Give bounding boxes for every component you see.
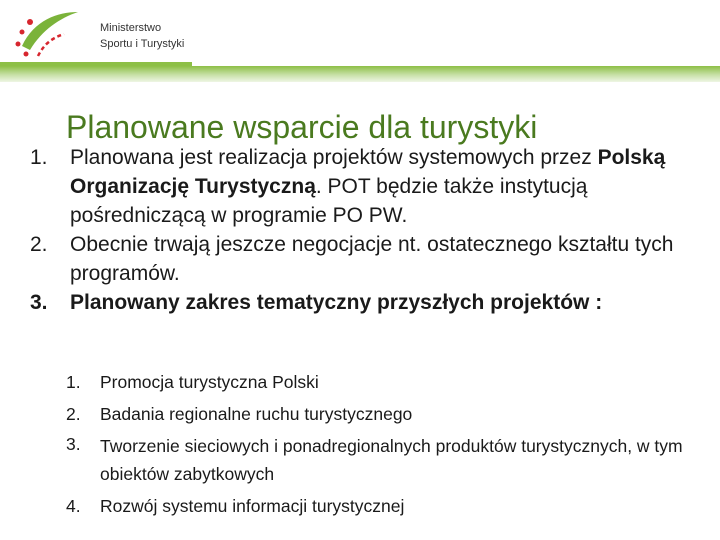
slide-title: Planowane wsparcie dla turystyki bbox=[66, 109, 538, 146]
list-number: 2. bbox=[66, 404, 81, 424]
list-number: 1. bbox=[66, 372, 81, 392]
list-number: 3. bbox=[30, 291, 48, 314]
main-list-item bbox=[30, 288, 700, 317]
sub-point-text: Badania regionalne ruchu turystycznego bbox=[100, 404, 413, 424]
sub-list-item bbox=[66, 398, 686, 430]
ministry-emblem-icon bbox=[8, 6, 88, 62]
sub-list-item bbox=[66, 430, 686, 490]
header-band bbox=[0, 66, 720, 82]
list-number: 2. bbox=[30, 233, 48, 256]
main-list bbox=[30, 143, 700, 317]
point-text-start: Planowana jest realizacja projektów systemowych przez bbox=[70, 146, 598, 169]
sub-list-item bbox=[66, 366, 686, 398]
sub-list-item bbox=[66, 490, 686, 522]
sub-list bbox=[66, 366, 686, 522]
point-text: Planowany zakres tematyczny przyszłych projektów : bbox=[70, 291, 603, 314]
sub-point-text: Rozwój systemu informacji turystycznej bbox=[100, 496, 405, 516]
point-text-end: . POT będzie także instytucją pośredniczącą w programie PO PW. bbox=[70, 175, 588, 227]
sub-point-text: Tworzenie sieciowych i ponadregionalnych produktów turystycznych, w tym obiektów zabytkowych bbox=[100, 436, 683, 484]
point-text-bold: Polską Organizację Turystyczną bbox=[70, 146, 666, 198]
list-number: 3. bbox=[66, 434, 81, 454]
ministry-logo bbox=[8, 6, 208, 62]
logo-text-line1: Ministerstwo bbox=[100, 22, 162, 34]
point-text: Obecnie trwają jeszcze negocjacje nt. ostatecznego kształtu tych programów. bbox=[70, 233, 674, 285]
list-number: 1. bbox=[30, 146, 48, 169]
list-number: 4. bbox=[66, 496, 81, 516]
main-list-item bbox=[30, 230, 700, 288]
logo-text-line2: Sportu i Turystyki bbox=[100, 38, 185, 50]
main-list-item bbox=[30, 143, 700, 230]
sub-point-text: Promocja turystyczna Polski bbox=[100, 372, 319, 392]
